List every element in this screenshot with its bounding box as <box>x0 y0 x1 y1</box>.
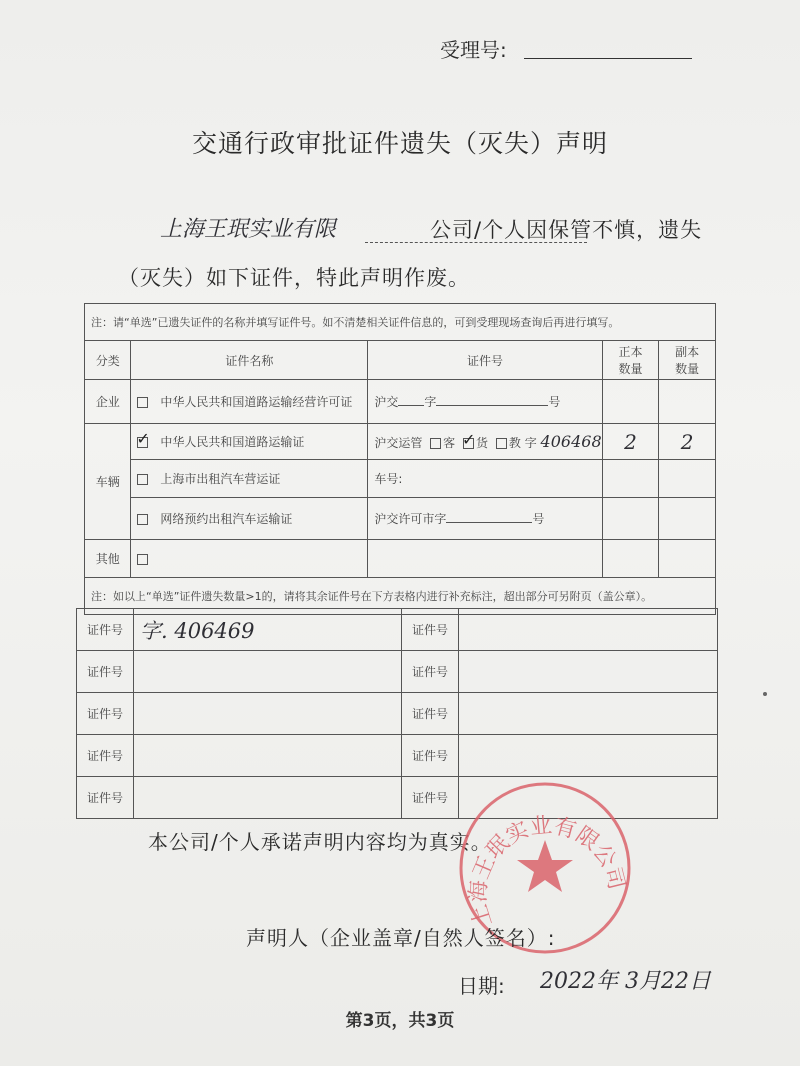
table-note-bottom: 注：如以上“单选”证件遗失数量>1的，请将其余证件号在下方表格内进行补充标注，超出部分可另附页（盖公章）。 <box>85 578 716 615</box>
category-vehicle: 车辆 <box>85 424 131 540</box>
company-name-handwritten: 上海王珉实业有限 <box>160 217 337 242</box>
receipt-number-line <box>524 58 692 59</box>
statement-line-1 <box>160 212 720 246</box>
receipt-number-label: 受理号: <box>440 38 507 62</box>
table-row-vehicle-2 <box>85 460 716 498</box>
checkbox-enterprise[interactable] <box>137 397 148 408</box>
statement-line-2: （灭失）如下证件，特此声明作废。 <box>118 266 470 290</box>
checkbox-road-transport[interactable] <box>136 429 150 448</box>
header-category: 分类 <box>85 341 131 380</box>
header-name: 证件名称 <box>131 341 368 380</box>
cert-name-cell: 上海市出租汽车营运证 <box>131 460 368 498</box>
header-number: 证件号 <box>368 341 602 380</box>
paper-speck <box>763 692 767 696</box>
cert-number-handwritten: 406468 <box>540 432 602 451</box>
date-handwritten: 2022年 3月22日 <box>540 969 711 994</box>
cert-name-cell: 中华人民共和国道路运输经营许可证 <box>131 380 368 424</box>
category-enterprise: 企业 <box>85 380 131 424</box>
table-row-other <box>85 540 716 578</box>
cert-number-cell: 沪交 字 号 <box>368 380 602 424</box>
table-row-enterprise <box>85 380 716 424</box>
seal-star-icon <box>517 840 573 892</box>
lost-certificate-table <box>84 303 716 615</box>
table-row: 证件号 字. 406469 证件号 <box>77 609 718 651</box>
checkbox-teaching[interactable] <box>496 438 507 449</box>
cert-name-cell: 网络预约出租汽车运输证 <box>131 498 368 540</box>
header-copy-qty: 副本 数量 <box>659 341 716 380</box>
table-row-vehicle-3 <box>85 498 716 540</box>
extra-cert-handwritten: 字. 406469 <box>140 618 255 643</box>
cert-name-cell: ✓ 中华人民共和国道路运输证 <box>131 424 368 460</box>
table-row: 证件号 证件号 <box>77 735 718 777</box>
statement-text-1: 公司/个人因保管不慎，遗失 <box>430 218 703 242</box>
cert-number-cell: 车号: <box>368 460 602 498</box>
cert-number-cell: 沪交许可市字 号 <box>368 498 602 540</box>
table-row-vehicle-1 <box>85 424 716 460</box>
promise-statement: 本公司/个人承诺声明内容均为真实。 <box>148 830 492 854</box>
category-other: 其他 <box>85 540 131 578</box>
checkbox-other[interactable] <box>137 554 148 565</box>
date-label: 日期: <box>458 974 505 998</box>
checkbox-taxi[interactable] <box>137 474 148 485</box>
checkbox-goods[interactable]: ✓ <box>462 430 476 449</box>
seal-text: 上海王珉实业有限公司 <box>465 813 629 930</box>
checkbox-passenger[interactable] <box>430 438 441 449</box>
copy-qty-handwritten: 2 <box>659 424 716 460</box>
page-number: 第3页，共3页 <box>345 1011 455 1031</box>
table-header-row <box>85 341 716 380</box>
cert-number-cell: 沪交运管 客 ✓ 货 教 字 406468 <box>368 424 602 460</box>
original-qty-handwritten: 2 <box>602 424 659 460</box>
checkbox-online-taxi[interactable] <box>137 514 148 525</box>
table-row: 证件号 证件号 <box>77 777 718 819</box>
header-original-qty: 正本 数量 <box>602 341 659 380</box>
check-mark-icon: ✓ <box>136 429 150 448</box>
table-note-top: 注：请“单选”已遗失证件的名称并填写证件号。如不清楚相关证件信息的，可到受理现场查询后再进行填写。 <box>85 304 716 341</box>
declarant-label: 声明人（企业盖章/自然人签名）: <box>246 926 556 950</box>
table-row: 证件号 证件号 <box>77 693 718 735</box>
table-row: 证件号 证件号 <box>77 651 718 693</box>
document-title: 交通行政审批证件遗失（灭失）声明 <box>191 129 608 158</box>
